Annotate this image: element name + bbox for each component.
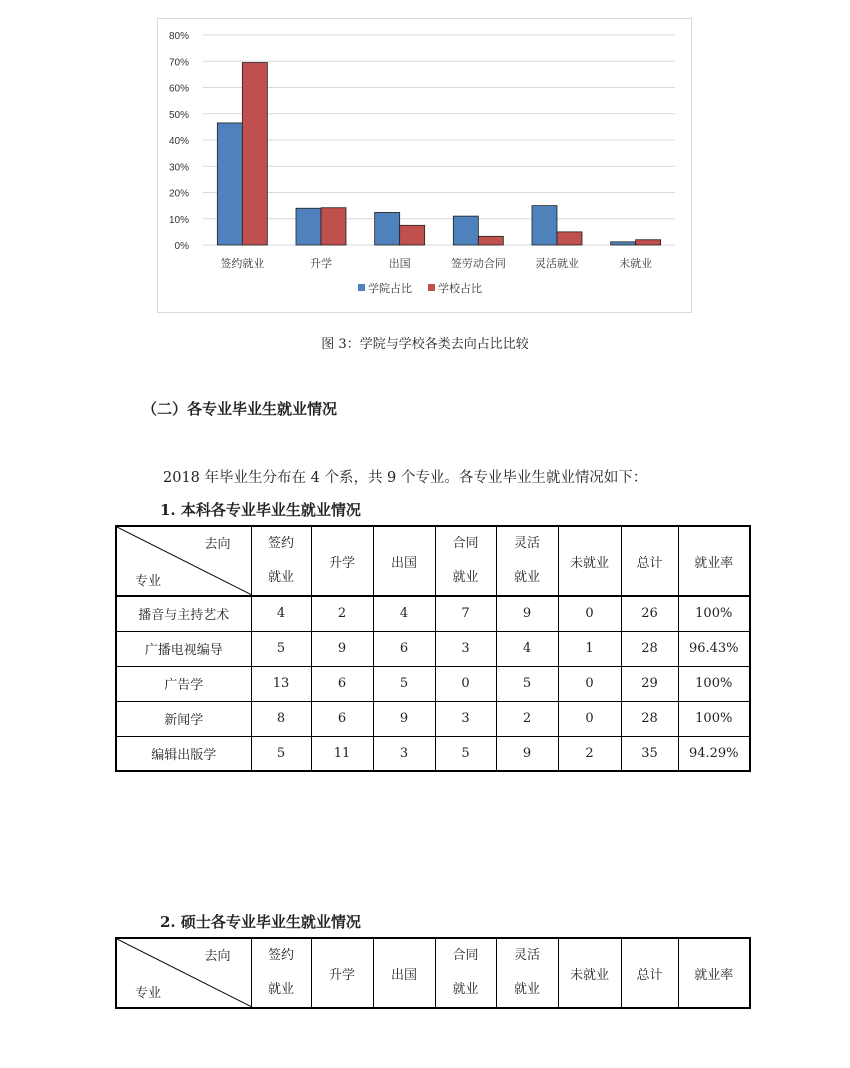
value-cell: 8 bbox=[251, 701, 311, 736]
header-cell bbox=[496, 526, 558, 596]
corner-bottom-label: 专业 bbox=[135, 986, 162, 1001]
bar-college bbox=[375, 212, 400, 245]
value-cell: 29 bbox=[621, 666, 678, 701]
x-tick-label: 升学 bbox=[310, 258, 332, 270]
header-line1: 灵活 bbox=[513, 948, 540, 963]
y-tick-label: 30% bbox=[168, 162, 189, 174]
masters-employment-table bbox=[115, 937, 751, 1009]
header-cell bbox=[621, 938, 678, 1008]
x-tick-label: 未就业 bbox=[619, 258, 653, 270]
value-cell: 5 bbox=[496, 666, 558, 701]
header-cell bbox=[558, 526, 621, 596]
header-line1: 未就业 bbox=[569, 967, 609, 983]
header-cell bbox=[678, 938, 750, 1008]
bar-college bbox=[532, 206, 557, 245]
header-cell bbox=[678, 526, 750, 596]
bar-chart bbox=[158, 19, 691, 312]
x-tick-label: 签劳动合同 bbox=[450, 258, 506, 270]
header-cell bbox=[373, 938, 435, 1008]
header-cell bbox=[251, 526, 311, 596]
y-tick-label: 70% bbox=[168, 57, 189, 69]
value-cell: 0 bbox=[558, 666, 621, 701]
bar-college bbox=[296, 208, 321, 245]
value-cell: 7 bbox=[435, 596, 496, 631]
value-cell: 6 bbox=[373, 631, 435, 666]
header-line1: 升学 bbox=[328, 555, 355, 571]
header-cell bbox=[251, 938, 311, 1008]
y-tick-label: 80% bbox=[168, 31, 189, 42]
value-cell: 5 bbox=[251, 736, 311, 771]
major-cell: 编辑出版学 bbox=[116, 736, 251, 771]
bar-school bbox=[557, 232, 582, 245]
corner-top-label: 去向 bbox=[204, 949, 231, 964]
y-tick-label: 40% bbox=[168, 136, 189, 147]
value-cell: 35 bbox=[621, 736, 678, 771]
y-tick-label: 50% bbox=[168, 109, 189, 121]
header-line1: 未就业 bbox=[569, 555, 609, 571]
value-cell: 0 bbox=[558, 596, 621, 631]
legend-label: 学院占比 bbox=[368, 283, 412, 295]
value-cell: 3 bbox=[373, 736, 435, 771]
header-line1: 出国 bbox=[390, 967, 417, 983]
header-line2: 就业 bbox=[267, 570, 294, 585]
header-cell bbox=[558, 938, 621, 1008]
value-cell: 6 bbox=[311, 701, 373, 736]
undergrad-employment-table bbox=[115, 525, 751, 772]
value-cell: 9 bbox=[373, 701, 435, 736]
figure-caption: 图 3：学院与学校各类去向占比比较 bbox=[321, 337, 529, 352]
corner-header bbox=[116, 526, 251, 596]
bar-school bbox=[478, 236, 503, 245]
header-line1: 签约 bbox=[267, 536, 294, 551]
header-line1: 签约 bbox=[267, 948, 294, 963]
legend-label: 学校占比 bbox=[438, 283, 482, 295]
table-row bbox=[116, 631, 750, 666]
header-cell bbox=[311, 938, 373, 1008]
value-cell: 9 bbox=[311, 631, 373, 666]
y-tick-label: 60% bbox=[168, 83, 189, 95]
header-cell bbox=[373, 526, 435, 596]
y-tick-label: 10% bbox=[168, 214, 189, 226]
value-cell: 100% bbox=[678, 596, 750, 631]
value-cell: 100% bbox=[678, 666, 750, 701]
header-line2: 就业 bbox=[452, 982, 479, 997]
header-line1: 升学 bbox=[328, 967, 355, 983]
header-line1: 合同 bbox=[452, 948, 479, 963]
value-cell: 0 bbox=[435, 666, 496, 701]
header-line1: 就业率 bbox=[694, 967, 734, 983]
value-cell: 9 bbox=[496, 736, 558, 771]
header-line1: 出国 bbox=[390, 555, 417, 571]
header-cell bbox=[496, 938, 558, 1008]
section-heading: （二）各专业毕业生就业情况 bbox=[142, 400, 338, 418]
value-cell: 26 bbox=[621, 596, 678, 631]
value-cell: 2 bbox=[558, 736, 621, 771]
value-cell: 6 bbox=[311, 666, 373, 701]
x-tick-label: 出国 bbox=[388, 258, 411, 270]
value-cell: 28 bbox=[621, 631, 678, 666]
y-tick-label: 0% bbox=[174, 241, 189, 252]
corner-bottom-label: 专业 bbox=[135, 574, 162, 589]
table-row bbox=[116, 666, 750, 701]
value-cell: 4 bbox=[251, 596, 311, 631]
header-cell bbox=[435, 938, 496, 1008]
bar-college bbox=[217, 123, 242, 245]
value-cell: 3 bbox=[435, 631, 496, 666]
value-cell: 0 bbox=[558, 701, 621, 736]
header-line1: 总计 bbox=[636, 967, 663, 983]
x-tick-label: 签约就业 bbox=[220, 258, 265, 270]
table-row bbox=[116, 596, 750, 631]
value-cell: 94.29% bbox=[678, 736, 750, 771]
value-cell: 100% bbox=[678, 701, 750, 736]
value-cell: 28 bbox=[621, 701, 678, 736]
corner-top-label: 去向 bbox=[204, 537, 231, 552]
value-cell: 5 bbox=[435, 736, 496, 771]
header-cell bbox=[311, 526, 373, 596]
header-line1: 合同 bbox=[452, 536, 479, 551]
major-cell: 新闻学 bbox=[116, 701, 251, 736]
value-cell: 11 bbox=[311, 736, 373, 771]
value-cell: 3 bbox=[435, 701, 496, 736]
header-cell bbox=[435, 526, 496, 596]
value-cell: 2 bbox=[311, 596, 373, 631]
value-cell: 96.43% bbox=[678, 631, 750, 666]
header-line2: 就业 bbox=[452, 570, 479, 585]
chart-frame bbox=[157, 18, 692, 313]
value-cell: 1 bbox=[558, 631, 621, 666]
header-cell bbox=[621, 526, 678, 596]
table2-title: 2. 硕士各专业毕业生就业情况 bbox=[160, 913, 361, 931]
header-line2: 就业 bbox=[513, 982, 540, 997]
legend-swatch bbox=[428, 284, 435, 291]
value-cell: 9 bbox=[496, 596, 558, 631]
bar-school bbox=[636, 240, 661, 245]
value-cell: 4 bbox=[496, 631, 558, 666]
table-row bbox=[116, 736, 750, 771]
corner-header bbox=[116, 938, 251, 1008]
major-cell: 播音与主持艺术 bbox=[116, 596, 251, 631]
value-cell: 13 bbox=[251, 666, 311, 701]
intro-paragraph: 2018 年毕业生分布在 4 个系，共 9 个专业。各专业毕业生就业情况如下： bbox=[163, 470, 648, 486]
major-cell: 广告学 bbox=[116, 666, 251, 701]
value-cell: 5 bbox=[251, 631, 311, 666]
table1-title: 1. 本科各专业毕业生就业情况 bbox=[160, 501, 361, 519]
header-line2: 就业 bbox=[513, 570, 540, 585]
legend-swatch bbox=[358, 284, 365, 291]
header-line1: 灵活 bbox=[513, 536, 540, 551]
bar-college bbox=[611, 242, 636, 245]
value-cell: 2 bbox=[496, 701, 558, 736]
header-line1: 就业率 bbox=[694, 555, 734, 571]
bar-school bbox=[321, 208, 346, 245]
major-cell: 广播电视编导 bbox=[116, 631, 251, 666]
y-tick-label: 20% bbox=[168, 188, 189, 200]
value-cell: 5 bbox=[373, 666, 435, 701]
bar-college bbox=[453, 216, 478, 245]
x-tick-label: 灵活就业 bbox=[535, 258, 579, 270]
value-cell: 4 bbox=[373, 596, 435, 631]
table-row bbox=[116, 701, 750, 736]
header-line2: 就业 bbox=[267, 982, 294, 997]
bar-school bbox=[242, 63, 267, 245]
header-line1: 总计 bbox=[636, 555, 663, 571]
bar-school bbox=[400, 225, 425, 245]
